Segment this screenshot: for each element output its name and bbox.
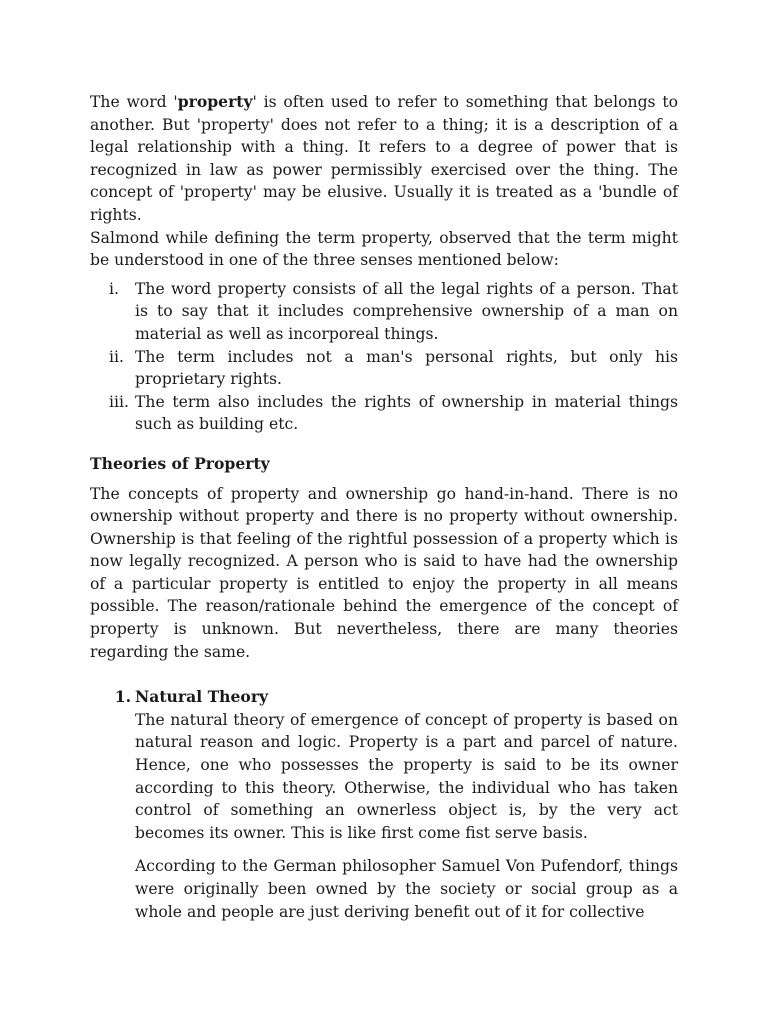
list-item-number: iii. bbox=[109, 392, 129, 411]
list-item-text: The term also includes the rights of ownership in material things such as building etc. bbox=[135, 392, 678, 434]
natural-theory-paragraph-2: According to the German philosopher Samuel Von Pufendorf, things were originally been owned by the society or social group as a whole and people are just deriving benefit out of it for collective bbox=[135, 857, 678, 921]
intro-paragraph: The word 'property' is often used to refer to something that belongs to another. But 'property' does not refer to a thing; it is a description of a legal relationship with a thing. It refers to a degree of power that is recognized in law as power permissibly exercised over the thing. The concept of 'property' may be elusive. Usually it is treated as a 'bundle of rights. bbox=[90, 92, 678, 224]
list-item-text: The word property consists of all the legal rights of a person. That is to say that it includes comprehensive ownership of a man on material as well as incorporeal things. bbox=[135, 279, 678, 343]
list-item bbox=[90, 391, 678, 436]
list-item bbox=[90, 346, 678, 391]
section-number: 1. bbox=[114, 687, 131, 707]
senses-list bbox=[90, 278, 678, 436]
list-item-text: The term includes not a man's personal rights, but only his proprietary rights. bbox=[135, 347, 678, 389]
bold-term-property: property bbox=[177, 92, 253, 111]
document-body bbox=[90, 91, 678, 923]
list-item-number: ii. bbox=[109, 347, 124, 366]
subsection-title: Natural Theory bbox=[135, 687, 269, 707]
natural-theory-paragraph-1: The natural theory of emergence of concept of property is based on natural reason and logic. Property is a part and parcel of nature. Hence, one who possesses the property is said to be its owner according to this theory. Otherwise, the individual who has taken control of something an ownerless object is, by the very act becomes its owner. This is like first come fist serve basis. bbox=[135, 710, 678, 842]
salmond-paragraph: Salmond while defining the term property, observed that the term might be understood in one of the three senses mentioned below: bbox=[90, 228, 678, 270]
list-item-number: i. bbox=[109, 279, 119, 298]
natural-theory-section bbox=[90, 686, 678, 923]
list-item bbox=[90, 278, 678, 346]
theories-intro-paragraph: The concepts of property and ownership go hand-in-hand. There is no ownership without property and there is no property without ownership. Ownership is that feeling of the rightful possession of a property which is now legally recognized. A person who is said to have had the ownership of a particular property is entitled to enjoy the property in all means possible. The reason/rationale behind the emergence of the concept of property is unknown. But nevertheless, there are many theories regarding the same. bbox=[90, 484, 678, 661]
section-heading: Theories of Property bbox=[90, 453, 270, 473]
